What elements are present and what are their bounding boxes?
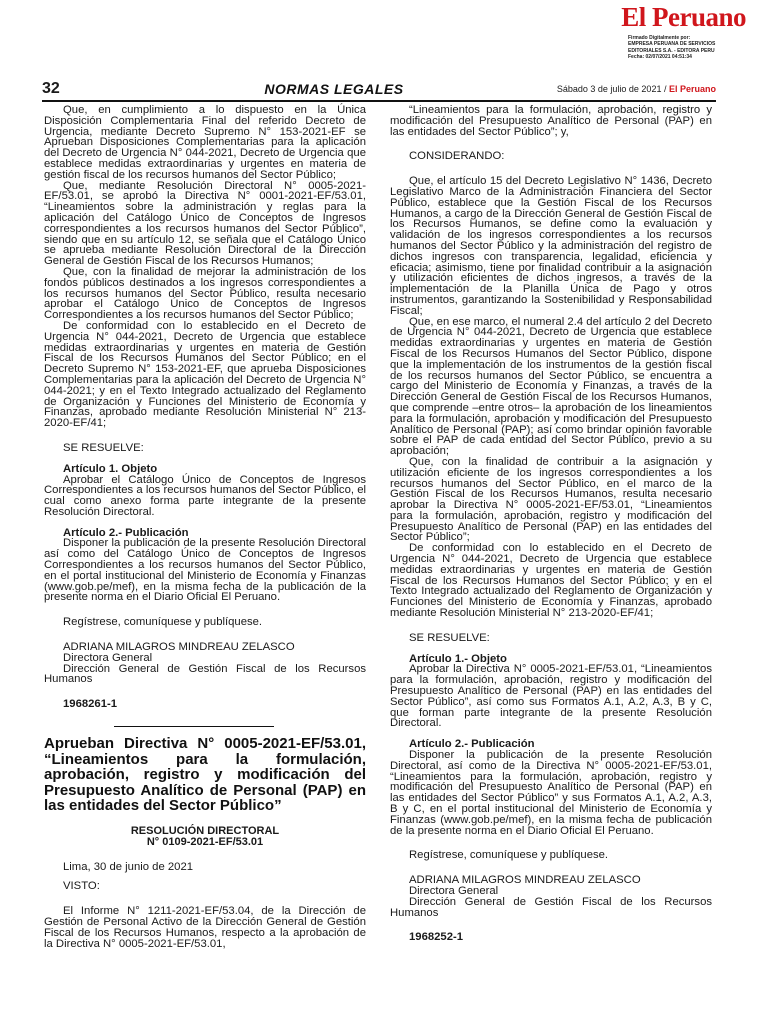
section-divider: [114, 726, 274, 727]
publication-code: 1968261-1: [63, 698, 118, 711]
signatory-role: Directora General: [409, 885, 499, 897]
place-date: Lima, 30 de junio de 2021: [63, 860, 194, 873]
resolution-number: N° 0109-2021-EF/53.01: [146, 835, 264, 848]
signer-line: EDITORIALES S.A. - EDITORA PERU: [628, 47, 715, 54]
resolution-title: [44, 826, 366, 848]
page-header: [42, 78, 716, 102]
article-1-text: Aprobar la Directiva N° 0005-2021-EF/53.01, “Lineamientos para la formulación, aprobación, registro y modificación del Presupuesto Analítico de Personal (PAP) en las entidades del Sector Público”, así como sus Formatos A.1, A.2, A.3, B y C, que forman parte integrante de la presente Resolución Directoral.: [390, 663, 712, 730]
paragraph: Que, mediante Resolución Directoral N° 0005-2021-EF/53.01, se aprobó la Directiva N° 0001-2021-EF/53.01, “Lineamientos sobre la administración y reglas para la aplicación del Catálogo Único de Conceptos de Ingresos correspondientes a los recursos humanos del Sector Público”, siendo que en su artículo 12, se señala que el Catálogo Único se aprueba mediante Resolución Directoral de la Dirección General de Gestión Fiscal de los Recursos Humanos;: [44, 179, 366, 268]
newspaper-logo: El Peruano: [621, 2, 746, 32]
paragraph: Que, el artículo 15 del Decreto Legislativo N° 1436, Decreto Legislativo Marco de la Administración Financiera del Sector Público, establece que la Gestión Fiscal de los Recursos Humanos, a cargo de la Dirección General de Gestión Fiscal de los Recursos Humanos, se define como la evaluación y validación de los ingresos correspondientes a los recursos humanos del Sector Público y la administración del registro de dichos ingresos con transparencia, legalidad, eficiencia y eficacia; asimismo, tiene por finalidad contribuir a la asignación y utilización eficientes de dichos ingresos, a través de la implementación de la Planilla Única de Pago y otros instrumentos, garantizando la Sostenibilidad y Responsabilidad Fiscal;: [390, 175, 712, 317]
issue-date: Sábado 3 de julio de 2021 /: [556, 84, 667, 94]
right-column: [390, 105, 712, 943]
article-1-title: Artículo 1. Objeto: [63, 462, 158, 475]
article-1-title: Artículo 1.- Objeto: [409, 652, 507, 665]
resolution-type: RESOLUCIÓN DIRECTORAL: [130, 824, 280, 837]
brand-block: [576, 4, 746, 60]
paragraph: “Lineamientos para la formulación, aprobación, registro y modificación del Presupuesto Analítico de Personal (PAP) en las entidades del Sector Público”; y,: [390, 104, 712, 138]
signatory-office: Dirección General de Gestión Fiscal de los Recursos Humanos: [44, 662, 366, 686]
signatory-name: ADRIANA MILAGROS MINDREAU ZELASCO: [63, 641, 295, 654]
signer-line: EMPRESA PERUANA DE SERVICIOS: [628, 41, 716, 48]
document-title: Aprueban Directiva N° 0005-2021-EF/53.01, “Lineamientos para la formulación, aprobación, registro y modificación del Presupuesto Analítico de Personal (PAP) en las entidades del Sector Público”: [44, 735, 366, 815]
publication-code: 1968252-1: [409, 931, 464, 944]
visto-heading: VISTO:: [63, 880, 100, 893]
paper-name: El Peruano: [668, 84, 716, 94]
article-2-title: Artículo 2.- Publicación: [409, 738, 535, 751]
considerando-heading: CONSIDERANDO:: [409, 150, 505, 163]
paragraph: Que, con la finalidad de contribuir a la asignación y utilización eficiente de los ingresos correspondientes a los recursos humanos del Sector Público, en el marco de la Gestión Fiscal de los Recursos Humanos, resulta necesario aprobar la Directiva N° 0005-2021-EF/53.01, “Lineamientos para la formulación, aprobación, registro y modificación del Presupuesto Analítico de Personal (PAP) en las entidades del Sector Público”;: [390, 455, 712, 544]
closing-formula: Regístrese, comuníquese y publíquese.: [63, 616, 263, 629]
left-column: [44, 105, 366, 949]
article-2-text: Disponer la publicación de la presente Resolución Directoral así como del Catálogo Único de Conceptos de Ingresos Correspondientes a los recursos humanos del Sector Público, en el portal institucional del Ministerio de Economía y Finanzas (www.gob.pe/mef), en la misma fecha de la publicación de la presente norma en el Diario Oficial El Peruano.: [44, 537, 366, 604]
signatory-office: Dirección General de Gestión Fiscal de los Recursos Humanos: [390, 895, 712, 919]
paragraph: Que, con la finalidad de mejorar la administración de los fondos públicos destinados a los ingresos correspondientes a los recursos humanos del Sector Público, resulta necesario aprobar el Catálogo Único de Conceptos de Ingresos Correspondientes a los recursos humanos del Sector Público;: [44, 265, 366, 322]
paragraph: Que, en ese marco, el numeral 2.4 del artículo 2 del Decreto de Urgencia N° 044-2021, Decreto de Urgencia que establece medidas extraordinarias y urgentes en materia de Gestión Fiscal de los Recursos Humanos del Sector Público, dispone que la implementación de los instrumentos de la gestión fiscal de los recursos humanos del Sector Público, se encuentra a cargo del Ministerio de Economía y Finanzas, a través de la Dirección General de Gestión Fiscal de los Recursos Humanos, que comprende –entre otros– la aprobación de los lineamientos para la formulación, aprobación y modificación del Presupuesto Analítico de Personal (PAP); así como brindar opinión favorable sobre el PAP de cada entidad del Sector Público, previo a su aprobación;: [390, 315, 712, 458]
signer-line: Firmado Digitalmente por:: [628, 35, 691, 41]
section-title: NORMAS LEGALES: [264, 81, 404, 97]
resuelve-heading: SE RESUELVE:: [63, 441, 144, 454]
paragraph: Que, en cumplimiento a lo dispuesto en la Única Disposición Complementaria Final del referido Decreto de Urgencia, mediante Decreto Supremo N° 153-2021-EF se Aprueban Disposiciones Complementarias para la aplicación del Decreto de Urgencia N° 044-2021, Decreto de Urgencia que establece medidas extraordinarias y urgentes en materia de gestión fiscal de los recursos humanos del Sector Público;: [44, 104, 366, 181]
signatory-role: Directora General: [63, 651, 153, 664]
signatory-name: ADRIANA MILAGROS MINDREAU ZELASCO: [409, 874, 641, 887]
resuelve-heading: SE RESUELVE:: [409, 631, 490, 644]
signer-line: Fecha: 02/07/2021 04:51:34: [628, 53, 692, 60]
header-date-line: [506, 84, 716, 94]
article-1-text: Aprobar el Catálogo Único de Conceptos de Ingresos Correspondientes a los recursos humanos del Sector Público, el cual como anexo forma parte integrante de la presente Resolución Directoral.: [44, 473, 366, 518]
paragraph: De conformidad con lo establecido en el Decreto de Urgencia N° 044-2021, Decreto de Urgencia que establece medidas extraordinarias y urgentes en materia de Gestión Fiscal de los Recursos Humanos del Sector Público; en el Decreto Supremo N° 153-2021-EF, que aprueba Disposiciones Complementarias para la aplicación del Decreto de Urgencia N° 044-2021; y en el Texto Integrado actualizado del Reglamento de Organización y Funciones del Ministerio de Economía y Finanzas, aprobado mediante Resolución Ministerial N° 213-2020-EF/41;: [44, 319, 366, 430]
paragraph: El Informe N° 1211-2021-EF/53.04, de la Dirección de Gestión de Personal Activo de la Dirección General de Gestión Fiscal de los Recursos Humanos, respecto a la aprobación de la Directiva N° 0005-2021-EF/53.01,: [44, 905, 366, 950]
page-number: 32: [42, 80, 60, 97]
digital-signature-stamp: [628, 35, 746, 60]
paragraph: De conformidad con lo establecido en el Decreto de Urgencia N° 044-2021, Decreto de Urgencia que establece medidas extraordinarias y urgentes en materia de Gestión Fiscal de los Recursos Humanos del Sector Público; y en el Texto Integrado actualizado del Reglamento de Organización y Funciones del Ministerio de Economía y Finanzas, aprobado mediante Resolución Ministerial N° 213-2020-EF/41;: [390, 542, 712, 620]
closing-formula: Regístrese, comuníquese y publíquese.: [409, 849, 609, 862]
article-2-text: Disponer la publicación de la presente Resolución Directoral, así como de la Directiva N° 0005-2021-EF/53.01, “Lineamientos para la formulación, aprobación, registro y modificación del Presupuesto Analítico de Personal (PAP) en las entidades del Sector Público” y sus Formatos A.1, A.2, A.3, B y C, en el portal institucional del Ministerio de Economía y Finanzas (www.gob.pe/mef), en la misma fecha de publicación de la presente norma en el Diario Oficial El Peruano.: [390, 749, 712, 837]
article-2-title: Artículo 2.- Publicación: [63, 526, 189, 539]
